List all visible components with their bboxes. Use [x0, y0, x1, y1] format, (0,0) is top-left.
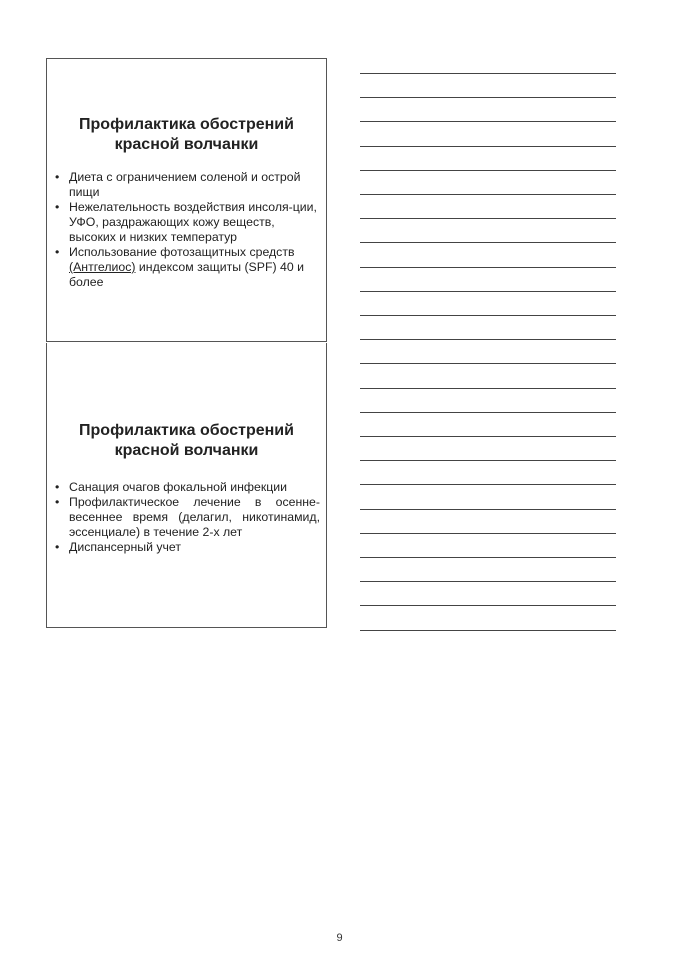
slide-2 — [46, 343, 327, 628]
note-line — [360, 218, 616, 219]
bullet-item: • Профилактическое лечение в осенне-весеннее время (делагил, никотинамид, эссенциале) в течение 2-х лет — [69, 495, 320, 540]
note-line — [360, 412, 616, 413]
note-line — [360, 630, 616, 631]
note-line — [360, 242, 616, 243]
underlined-product-name: (Антгелиос) — [69, 260, 136, 274]
bullet-item: • Диета с ограничением соленой и острой пищи — [69, 170, 320, 200]
note-line — [360, 170, 616, 171]
note-line — [360, 605, 616, 606]
slide-1-title-line-2: красной волчанки — [114, 136, 259, 153]
slide-1 — [46, 58, 327, 342]
note-line — [360, 484, 616, 485]
note-line — [360, 73, 616, 74]
bullet-item — [69, 245, 320, 290]
note-line — [360, 388, 616, 389]
bullet-item: • Диспансерный учет — [69, 540, 320, 555]
note-line — [360, 557, 616, 558]
note-line — [360, 97, 616, 98]
slide-2-title-line-1: Профилактика обострений — [79, 422, 294, 439]
bullet-item: • Санация очагов фокальной инфекции — [69, 480, 320, 495]
note-line — [360, 581, 616, 582]
note-line — [360, 460, 616, 461]
note-line — [360, 291, 616, 292]
bullet-text: индексом защиты (SPF) 40 и более — [69, 260, 304, 289]
note-line — [360, 509, 616, 510]
note-line — [360, 339, 616, 340]
note-line — [360, 267, 616, 268]
slide-1-title-line-1: Профилактика обострений — [79, 116, 294, 133]
note-line — [360, 194, 616, 195]
slide-1-bullet-list — [47, 170, 326, 290]
slide-2-title — [47, 421, 326, 461]
bullet-item: • Нежелательность воздействия инсоля-ции, УФО, раздражающих кожу веществ, высоких и низких температур — [69, 200, 320, 245]
slide-2-title-line-2: красной волчанки — [114, 442, 259, 459]
note-line — [360, 315, 616, 316]
note-line — [360, 436, 616, 437]
slide-2-bullet-list — [47, 480, 326, 555]
slide-1-title — [47, 115, 326, 155]
bullet-text: Использование фотозащитных средств — [69, 245, 295, 259]
note-line — [360, 363, 616, 364]
note-line — [360, 121, 616, 122]
note-line — [360, 146, 616, 147]
page-number: 9 — [336, 932, 343, 944]
note-line — [360, 533, 616, 534]
